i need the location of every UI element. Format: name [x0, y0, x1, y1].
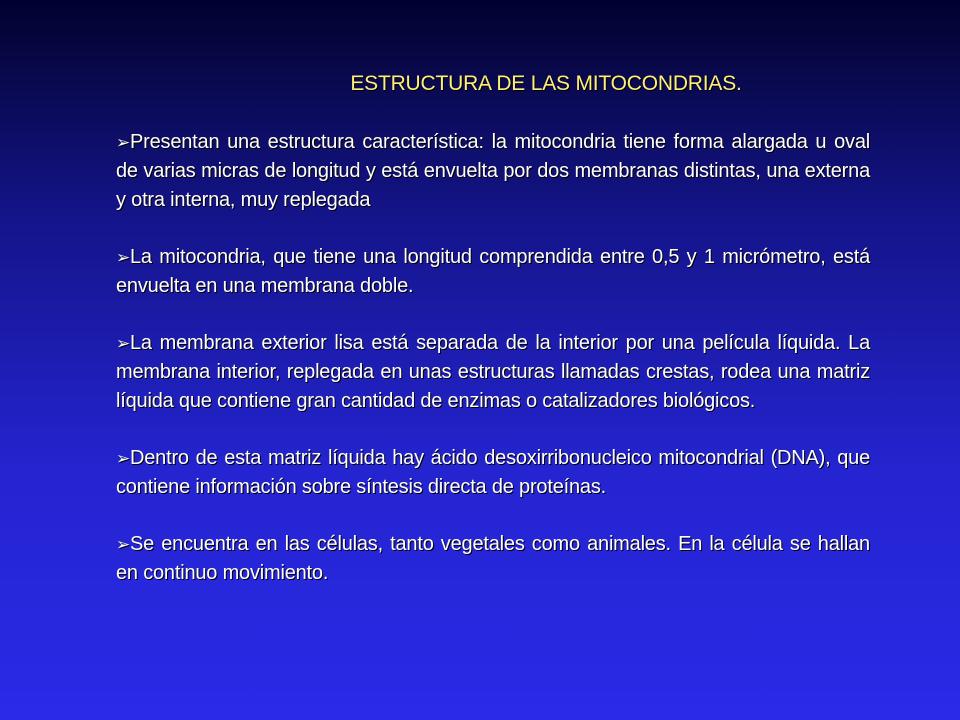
bullet-list — [116, 128, 870, 588]
bullet-text: La membrana exterior lisa está separada de la interior por una película líquida. La membrana interior, replegada en unas estructuras llamadas crestas, rodea una matriz líquida que contiene gran cantidad de enzimas o catalizadores biológicos. — [116, 332, 870, 412]
bullet-text: Se encuentra en las células, tanto vegetales como animales. En la célula se hallan en continuo movimiento. — [116, 533, 870, 584]
arrow-right-icon: ➢ — [116, 449, 131, 468]
arrow-right-icon: ➢ — [116, 133, 131, 152]
arrow-right-icon: ➢ — [116, 334, 131, 353]
bullet-text: Presentan una estructura característica: la mitocondria tiene forma alargada u oval de varias micras de longitud y está envuelta por dos membranas distintas, una externa y otra interna, muy replegada — [116, 131, 870, 211]
bullet-text: Dentro de esta matriz líquida hay ácido desoxirribonucleico mitocondrial (DNA), que contiene información sobre síntesis directa de proteínas. — [116, 447, 870, 498]
arrow-right-icon: ➢ — [116, 535, 131, 554]
bullet-item — [116, 530, 870, 588]
bullet-item — [116, 444, 870, 502]
bullet-item — [116, 329, 870, 416]
bullet-text: La mitocondria, que tiene una longitud comprendida entre 0,5 y 1 micrómetro, está envuelta en una membrana doble. — [116, 246, 870, 297]
bullet-item — [116, 243, 870, 301]
bullet-item — [116, 128, 870, 215]
arrow-right-icon: ➢ — [116, 248, 131, 267]
slide-title: ESTRUCTURA DE LAS MITOCONDRIAS. — [350, 72, 742, 95]
